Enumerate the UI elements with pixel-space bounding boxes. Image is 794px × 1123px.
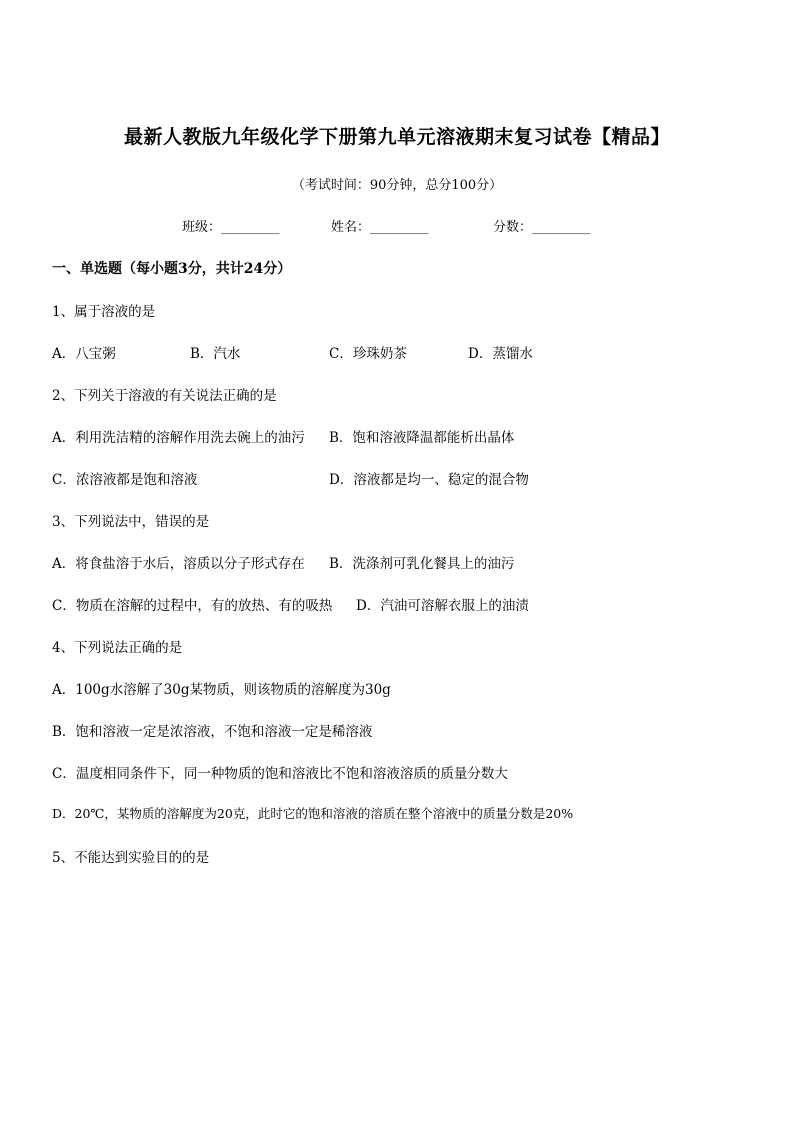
option-c: C．温度相同条件下，同一种物质的饱和溶液比不饱和溶液溶质的质量分数大 [52,766,508,782]
question-stem: 3、下列说法中，错误的是 [52,514,210,530]
question-stem: 2、下列关于溶液的有关说法正确的是 [52,388,277,404]
option-a: A．八宝粥 [52,346,116,362]
question-stem: 5、不能达到实验目的的是 [52,850,210,866]
question-stem: 1、属于溶液的是 [52,304,156,320]
exam-time-note: （考试时间：90分钟，总分100分） [291,178,503,193]
option-c: C．物质在溶解的过程中，有的放热、有的吸热 [52,598,333,614]
option-d: D．汽油可溶解衣服上的油渍 [356,598,529,614]
option-b: B．饱和溶液降温都能析出晶体 [329,430,515,446]
class-field[interactable]: 班级：_________ [182,220,280,235]
question-stem: 4、下列说法正确的是 [52,640,183,656]
section-heading: 一、单选题（每小题3分，共计24分） [52,261,292,277]
option-d: D．蒸馏水 [468,346,533,362]
option-b: B．汽水 [190,346,241,362]
option-c: C．珍珠奶茶 [329,346,407,362]
option-d: D．溶液都是均一、稳定的混合物 [329,472,529,488]
score-field[interactable]: 分数：_________ [493,220,591,235]
option-b: B．洗涤剂可乳化餐具上的油污 [329,556,515,572]
option-a: A．100g水溶解了30g某物质，则该物质的溶解度为30g [52,682,391,698]
name-field[interactable]: 姓名：_________ [331,220,429,235]
option-b: B．饱和溶液一定是浓溶液，不饱和溶液一定是稀溶液 [52,724,373,740]
option-a: A．利用洗洁精的溶解作用洗去碗上的油污 [52,430,305,446]
option-a: A．将食盐溶于水后，溶质以分子形式存在 [52,556,305,572]
option-c: C．浓溶液都是饱和溶液 [52,472,198,488]
option-d: D．20℃，某物质的溶解度为20克，此时它的饱和溶液的溶质在整个溶液中的质量分数是20% [52,806,574,821]
document-title: 最新人教版九年级化学下册第九单元溶液期末复习试卷【精品】 [123,126,670,148]
